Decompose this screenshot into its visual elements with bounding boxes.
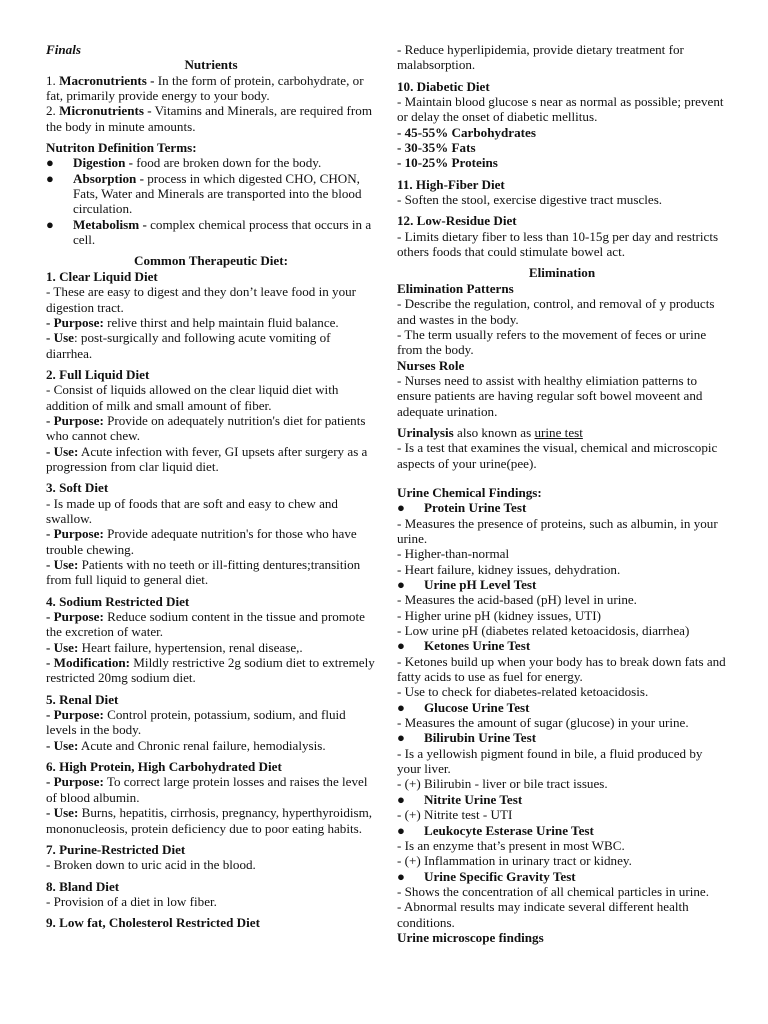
section-title: 5. Renal Diet — [46, 691, 119, 707]
diet-section-renal — [46, 692, 376, 753]
section-title: 4. Sodium Restricted Diet — [46, 593, 190, 609]
section-line: - Soften the stool, exercise digestive tract muscles. — [397, 192, 663, 208]
bullet-icon: ● — [46, 216, 54, 232]
section-title: 9. Low fat, Cholesterol Restricted Diet — [46, 915, 260, 931]
diet-section-clear-liquid — [46, 269, 376, 361]
section-line: - Purpose: Reduce sodium content in the tissue and promote the excretion of water. — [46, 609, 365, 640]
section-line: - Modification: Mildly restrictive 2g sodium diet to extremely restricted 20mg sodium diet. — [46, 655, 375, 686]
section-title: 10. Diabetic Diet — [397, 78, 490, 94]
therapeutic-diet-heading: Common Therapeutic Diet: — [134, 253, 288, 269]
diet-section-low-fat — [46, 915, 376, 930]
diet-section-purine-restricted — [46, 842, 376, 873]
elimination-patterns-heading: Elimination Patterns — [397, 280, 514, 296]
section-line: - Higher-than-normal — [397, 546, 510, 562]
section-line: - 30-35% Fats — [397, 140, 476, 156]
micronutrients-paragraph: 2. Micronutrients - Vitamins and Minerals, are required from the body in minute amounts. — [46, 103, 373, 134]
section-line: - These are easy to digest and they don’t leave food in your digestion tract. — [46, 284, 357, 315]
bullet-icon: ● — [397, 577, 405, 592]
test-title-bilirubin: ● Bilirubin Urine Test — [397, 730, 537, 746]
left-column — [46, 42, 376, 931]
section-line: - (+) Nitrite test - UTI — [397, 807, 513, 823]
section-line: - Is a yellowish pigment found in bile, a fluid produced by your liver. — [397, 745, 703, 777]
section-line: - Abnormal results may indicate several different health conditions. — [397, 899, 689, 930]
section-title: 3. Soft Diet — [46, 480, 109, 496]
section-line: - (+) Bilirubin - liver or bile tract issues. — [397, 776, 608, 792]
section-line: - Use to check for diabetes-related ketoacidosis. — [397, 684, 649, 700]
list-item: ● Metabolism - complex chemical process that occurs in a cell. — [46, 216, 372, 248]
nutrients-heading: Nutrients — [184, 57, 238, 73]
section-line: - Low urine pH (diabetes related ketoacidosis, diarrhea) — [397, 623, 690, 639]
test-title-nitrite: ● Nitrite Urine Test — [397, 791, 523, 807]
test-title-glucose: ● Glucose Urine Test — [397, 699, 530, 715]
bullet-icon: ● — [397, 868, 405, 884]
bullet-icon: ● — [46, 155, 54, 171]
section-line: - Purpose: To correct large protein losses and raises the level of blood albumin. — [46, 774, 368, 805]
diet-section-sodium-restricted — [46, 594, 376, 686]
section-line: - Measures the presence of proteins, such as albumin, in your urine. — [397, 515, 718, 546]
nurses-role-heading: Nurses Role — [397, 357, 465, 373]
section-line: - Shows the concentration of all chemical particles in urine. — [397, 883, 709, 899]
document-title: Finals — [46, 42, 81, 57]
section-line: - (+) Inflammation in urinary tract or kidney. — [397, 853, 632, 869]
test-title-ketones: ● Ketones Urine Test — [397, 638, 531, 654]
urinalysis-section — [397, 425, 727, 471]
section-title: 8. Bland Diet — [46, 878, 120, 894]
diet-section-diabetic — [397, 79, 727, 171]
diet-section-high-protein — [46, 759, 376, 836]
section-line: - Measures the acid-based (pH) level in urine. — [397, 592, 637, 608]
section-title: 6. High Protein, High Carbohydrated Diet — [46, 759, 282, 775]
list-item: ● Digestion - food are broken down for the body. — [46, 155, 322, 171]
bullet-icon: ● — [397, 822, 405, 838]
bullet-icon: ● — [397, 730, 405, 746]
diet-section-bland — [46, 879, 376, 910]
urine-chemical-findings-heading: Urine Chemical Findings: — [397, 484, 542, 500]
section-line: - Use: Patients with no teeth or ill-fitting dentures;transition from full liquid to general diet. — [46, 557, 361, 588]
section-line: - Is made up of foods that are soft and easy to chew and swallow. — [46, 495, 338, 526]
test-title-protein: ● Protein Urine Test — [397, 500, 527, 516]
section-line: - Use: Acute and Chronic renal failure, hemodialysis. — [46, 737, 326, 753]
test-title-specific-gravity: ● Urine Specific Gravity Test — [397, 868, 576, 884]
section-line: - Heart failure, kidney issues, dehydration. — [397, 561, 621, 577]
macronutrients-paragraph: 1. Macronutrients - In the form of protein, carbohydrate, or fat, primarily provide energy to your body. — [46, 72, 364, 104]
section-title: 11. High-Fiber Diet — [397, 176, 505, 192]
section-line: - Purpose: relive thirst and help maintain fluid balance. — [46, 314, 339, 330]
section-line: - Is a test that examines the visual, chemical and microscopic aspects of your urine(pee). — [397, 440, 718, 471]
section-line: - Limits dietary fiber to less than 10-15g per day and restricts others foods that could stimulate bowel act. — [397, 228, 719, 260]
bullet-icon: ● — [397, 699, 405, 715]
section-line: - Use: post-surgically and following acute vomiting of diarrhea. — [46, 330, 331, 361]
bullet-icon: ● — [397, 638, 405, 654]
diet-section-full-liquid — [46, 367, 376, 474]
section-title: 7. Purine-Restricted Diet — [46, 841, 186, 857]
section-line: - Maintain blood glucose s near as normal as possible; prevent or delay the onset of diabetic mellitus. — [397, 94, 724, 125]
definition-list — [46, 155, 376, 247]
section-title: 2. Full Liquid Diet — [46, 366, 150, 382]
section-line: - Measures the amount of sugar (glucose) in your urine. — [397, 715, 689, 731]
diet-section-high-fiber — [397, 177, 727, 208]
section-line: - Use: Burns, hepatitis, cirrhosis, pregnancy, hyperthyroidism, mononucleosis, protein deficiency due to poor eating habits. — [46, 805, 373, 836]
section-title: 1. Clear Liquid Diet — [46, 268, 158, 284]
section-line: - Higher urine pH (kidney issues, UTI) — [397, 607, 601, 623]
section-line: - 10-25% Proteins — [397, 155, 498, 171]
section-line: - Consist of liquids allowed on the clear liquid diet with addition of milk and small amount of fiber. — [46, 382, 339, 413]
section-line: - Describe the regulation, control, and removal of y products and wastes in the body. — [397, 296, 715, 327]
urine-microscope-heading: Urine microscope findings — [397, 929, 544, 945]
section-line: - Broken down to uric acid in the blood. — [46, 857, 256, 873]
section-line: - Ketones build up when your body has to break down fats and fatty acids to use as fuel for energy. — [397, 653, 726, 685]
section-line: - Reduce hyperlipidemia, provide dietary treatment for malabsorption. — [397, 42, 684, 73]
section-line: - 45-55% Carbohydrates — [397, 124, 536, 140]
bullet-icon: ● — [397, 500, 405, 516]
section-line: - Use: Acute infection with fever, GI upsets after surgery as a progression from clar liquid diet. — [46, 443, 368, 474]
definition-terms-heading: Nutriton Definition Terms: — [46, 140, 197, 156]
test-title-leukocyte: ● Leukocyte Esterase Urine Test — [397, 822, 594, 838]
section-line: - Nurses need to assist with healthy elimiation patterns to ensure patients are having regular soft bowel moveent and adequate urination. — [397, 372, 703, 419]
section-line: - Use: Heart failure, hypertension, renal disease,. — [46, 639, 303, 655]
diet-section-soft — [46, 480, 376, 587]
diet-section-low-residue — [397, 213, 727, 259]
right-column — [397, 42, 727, 945]
list-item: ● Absorption - process in which digested CHO, CHON, Fats, Water and Minerals are transported into the blood circulation. — [46, 170, 362, 217]
section-title: 12. Low-Residue Diet — [397, 213, 517, 229]
bullet-icon: ● — [397, 791, 405, 807]
section-line: - Is an enzyme that’s present in most WBC. — [397, 837, 625, 853]
elimination-heading: Elimination — [528, 265, 596, 281]
section-line: - Purpose: Provide adequate nutrition's for those who have trouble chewing. — [46, 526, 357, 557]
section-line: - The term usually refers to the movement of feces or urine from the body. — [397, 326, 707, 358]
urinalysis-title: Urinalysis also known as urine test — [397, 424, 583, 440]
section-line: - Purpose: Provide on adequately nutrition's diet for patients who cannot chew. — [46, 412, 366, 444]
test-title-ph: ● Urine pH Level Test — [397, 577, 537, 592]
section-line: - Purpose: Control protein, potassium, sodium, and fluid levels in the body. — [46, 707, 346, 738]
section-line: - Provision of a diet in low fiber. — [46, 893, 217, 909]
bullet-icon: ● — [46, 170, 54, 186]
